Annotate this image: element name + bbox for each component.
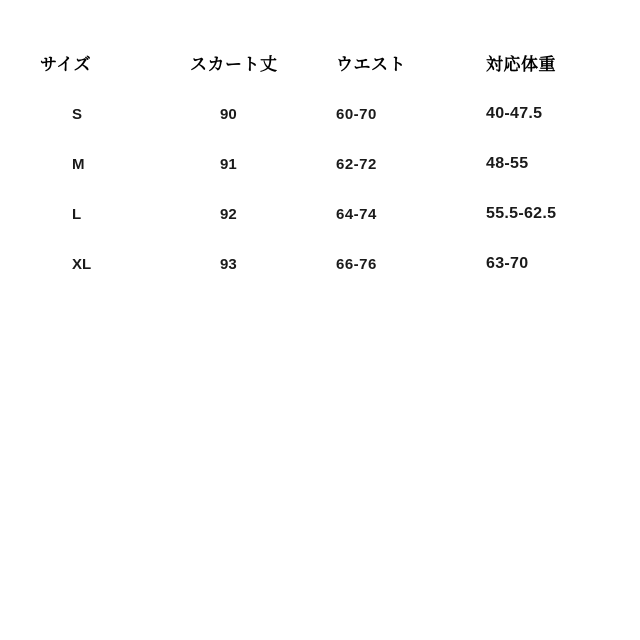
cell-waist: 62-72 <box>336 155 377 173</box>
cell-size: M <box>72 155 85 173</box>
cell-weight: 40-47.5 <box>486 105 543 122</box>
column-header-skirt-length: スカート丈 <box>190 55 278 74</box>
table-row <box>0 89 640 139</box>
column-header-waist: ウエスト <box>336 55 406 74</box>
cell-weight: 48-55 <box>486 155 529 172</box>
table-header <box>0 44 640 89</box>
cell-size: XL <box>72 255 92 273</box>
table-row <box>0 139 640 189</box>
cell-skirt-length: 91 <box>220 155 237 173</box>
cell-size: S <box>72 105 83 123</box>
cell-weight: 55.5-62.5 <box>486 205 557 222</box>
cell-skirt-length: 92 <box>220 205 237 223</box>
cell-skirt-length: 93 <box>220 255 237 273</box>
table-row <box>0 239 640 289</box>
cell-weight: 63-70 <box>486 255 529 272</box>
cell-size: L <box>72 205 82 223</box>
column-header-size: サイズ <box>40 55 92 74</box>
cell-waist: 60-70 <box>336 105 377 123</box>
table-row <box>0 189 640 239</box>
cell-waist: 66-76 <box>336 255 377 273</box>
table-body <box>0 89 640 289</box>
table-header-row <box>0 44 640 89</box>
column-header-weight: 対応体重 <box>486 55 556 74</box>
cell-waist: 64-74 <box>336 205 377 223</box>
cell-skirt-length: 90 <box>220 105 237 123</box>
size-chart-table <box>0 44 640 289</box>
